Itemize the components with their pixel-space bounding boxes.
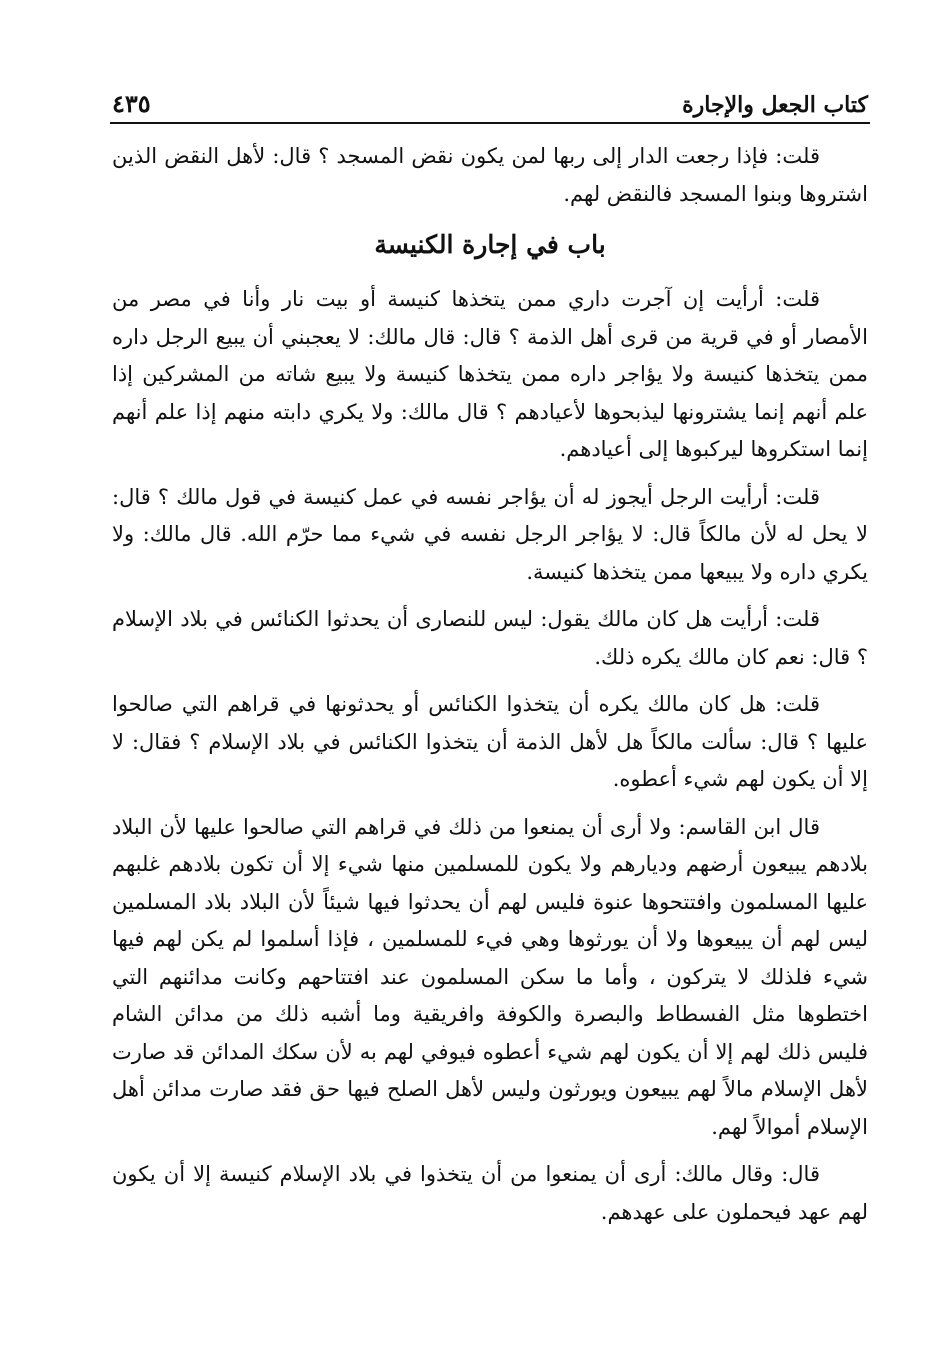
section-heading: باب في إجارة الكنيسة — [374, 230, 606, 259]
paragraph-7: قال: وقال مالك: أرى أن يمنعوا من أن يتخذوا في بلاد الإسلام كنيسة إلا أن يكون لهم عهد فيحملون على عهدهم. — [112, 1162, 868, 1224]
page-number: ٤٣٥ — [112, 89, 151, 118]
paragraph-6: قال ابن القاسم: ولا أرى أن يمنعوا من ذلك في قراهم التي صالحوا عليها لأن البلاد بلادهم يبيعون أرضهم وديارهم ولا يكون للمسلمين منها شيء إلا أن تكون بلادهم غلبهم عليها المسلمون وافتتحوها عنوة فليس لهم أن يحدثوا فيها شيئاً لأن البلاد بلاد المسلمين ليس لهم أن يبيعوها ولا أن يورثوها وهي فيء للمسلمين ، فإذا أسلموا لم يكن لهم فيها شيء فلذلك لا يتركون ، وأما ما سكن المسلمون عند افتتاحهم وكانت مدائنهم التي اختطوها مثل الفسطاط والبصرة والكوفة وافريقية وما أشبه ذلك من مدائن الشام فليس ذلك لهم إلا أن يكون لهم شيء أعطوه فيوفي لهم به لأن سكك المدائن قد صارت لأهل الإسلام مالاً لهم يبيعون ويورثون وليس لأهل الصلح فيها حق فقد صارت مدائن أهل الإسلام أموالاً لهم. — [112, 814, 868, 1139]
paragraph-4: قلت: أرأيت هل كان مالك يقول: ليس للنصارى أن يحدثوا الكنائس في بلاد الإسلام ؟ قال: نعم كان مالك يكره ذلك. — [112, 607, 868, 669]
running-header — [112, 82, 868, 118]
paragraph-5: قلت: هل كان مالك يكره أن يتخذوا الكنائس أو يحدثونها في قراهم التي صالحوا عليها ؟ قال: سألت مالكاً هل لأهل الذمة أن يتخذوا الكنائس في بلاد الإسلام ؟ فقال: لا إلا أن يكون لهم شيء أعطوه. — [112, 692, 868, 791]
book-title: كتاب الجعل والإجارة — [682, 92, 868, 118]
page-body — [112, 138, 868, 1241]
header-rule — [110, 122, 870, 124]
paragraph-3: قلت: أرأيت الرجل أيجوز له أن يؤاجر نفسه في عمل كنيسة في قول مالك ؟ قال: لا يحل له لأن مالكاً قال: لا يؤاجر الرجل نفسه في شيء مما حرّم الله. قال مالك: ولا يكري داره ولا يبيعها ممن يتخذها كنيسة. — [112, 484, 868, 584]
paragraph-1: قلت: فإذا رجعت الدار إلى ربها لمن يكون نقض المسجد ؟ قال: لأهل النقض الذين اشتروها وبنوا المسجد فالنقض لهم. — [112, 144, 868, 206]
paragraph-2: قلت: أرأيت إن آجرت داري ممن يتخذها كنيسة أو بيت نار وأنا في مصر من الأمصار أو في قرية من قرى أهل الذمة ؟ قال: قال مالك: لا يعجبني أن يبيع الرجل داره ممن يتخذها كنيسة ولا يؤاجر داره ممن يتخذها كنيسة ولا يبيع شاته من المشركين إذا علم أنهم إنما يشترونها ليذبحوها لأعيادهم ؟ قال مالك: ولا يكري دابته منهم إذا علم أنهم إنما استكروها ليركبوها إلى أعيادهم. — [112, 287, 868, 461]
